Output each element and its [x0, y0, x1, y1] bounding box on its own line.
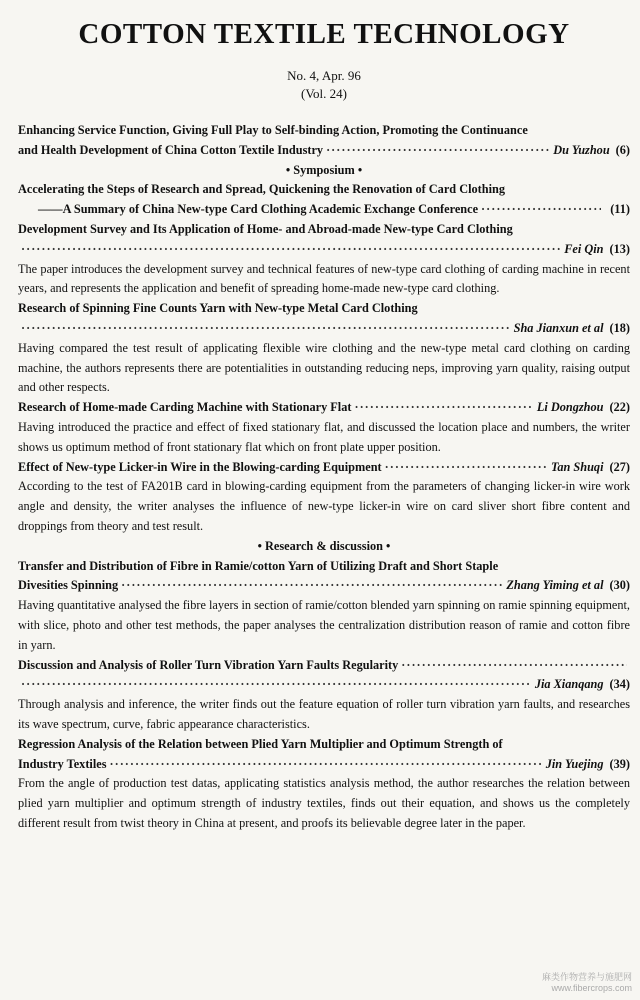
entry-title-line: Accelerating the Steps of Research and Spread, Quickening the Renovation of Card Clothing: [18, 182, 505, 197]
leader-dots: [326, 141, 550, 161]
leader-dots: [21, 240, 561, 260]
entry-author-row: [18, 240, 630, 260]
entry-title: Effect of New-type Licker-in Wire in the Blowing-carding Equipment: [18, 459, 382, 474]
entry-title-line: Regression Analysis of the Relation between Plied Yarn Multiplier and Optimum Strength of: [18, 736, 503, 751]
entry-author: Fei Qin: [564, 241, 604, 256]
entry-author: Li Dongzhou: [536, 400, 604, 415]
leader-dots: [401, 656, 627, 676]
entry-abstract: Through analysis and inference, the writer finds out the feature equation of roller turn vibration yarn faults, and researches its wave spectrum, curve, fabric appearance characteristics.: [18, 697, 630, 731]
site-watermark: [542, 972, 632, 994]
leader-dots: [21, 319, 511, 339]
entry-page: (22): [609, 400, 630, 415]
entry-title: Discussion and Analysis of Roller Turn Vibration Yarn Faults Regularity: [18, 657, 399, 672]
leader-dots: [21, 675, 532, 695]
journal-contents-page: [18, 14, 630, 834]
entry-title-row: [18, 576, 630, 596]
section-heading: • Research & discussion •: [257, 538, 391, 553]
entry-title: Development Survey and Its Application of Home- and Abroad-made New-type Card Clothing: [18, 221, 513, 236]
section-heading: • Symposium •: [285, 162, 363, 177]
entry-author: Zhang Yiming et al: [506, 578, 604, 593]
entry-title-row: [18, 141, 630, 161]
entry-title-line: Transfer and Distribution of Fibre in Ramie/cotton Yarn of Utilizing Draft and Short Staple: [18, 558, 499, 573]
watermark-line: 麻类作物营养与施肥网: [541, 972, 632, 982]
entry-abstract: According to the test of FA201B card in blowing-carding equipment from the parameters of changing licker-in wire work angle and density, the writer analyses the influence of new-type licker-in wire on card sliver short fibre content and droppings from theory and test result.: [18, 479, 630, 533]
entry-author: Du Yuzhou: [553, 142, 610, 157]
entry-page: (11): [610, 202, 630, 217]
entry-abstract: The paper introduces the development survey and technical features of new-type card clothing of carding machine in recent years, and represents the application and benefit of spreading home-made new-type card clothing.: [18, 261, 630, 296]
leader-dots: [354, 398, 533, 418]
entry-page: (34): [609, 677, 630, 692]
entry-title-row: [18, 656, 630, 676]
entry-title-line: Enhancing Service Function, Giving Full Play to Self-binding Action, Promoting the Continuance: [18, 123, 528, 137]
leader-dots: [121, 576, 503, 596]
entry-title-line: and Health Development of China Cotton Textile Industry: [18, 142, 324, 157]
entry-page: (30): [609, 578, 630, 593]
watermark-url: www.fibercrops.com: [551, 983, 632, 993]
entry-author: Jia Xianqang: [534, 677, 604, 692]
entry-author-row: [18, 319, 630, 339]
entry-title-line: Divesities Spinning: [18, 578, 119, 593]
entry-author: Sha Jianxun et al: [513, 320, 604, 335]
leader-dots: [481, 200, 601, 220]
entry-abstract: From the angle of production test datas, applicating statistics analysis method, the author researches the relation between plied yarn multiplier and optimum strength of industry textiles, finds out their equation, and shows us the completely different result from twist theory in China at present, and proofs its believable degree later in the paper.: [18, 776, 630, 830]
entry-abstract: Having introduced the practice and effect of fixed stationary flat, and discussed the location place and numbers, the writer shows us optimum method of front stationary flat which on front plate upper position.: [18, 419, 630, 454]
entry-title-row: [18, 755, 630, 775]
leader-dots: [110, 755, 543, 775]
entry-abstract: Having quantitative analysed the fibre layers in section of ramie/cotton blended yarn spinning on ramie spinning equipment, with slice, photo and other test methods, the paper analyses the centralization distribution reason of ramie and cotton fibre in yarn.: [18, 598, 630, 652]
entry-page: (13): [609, 241, 630, 256]
leader-dots: [385, 458, 548, 478]
entry-author: Jin Yuejing: [545, 756, 604, 771]
entry-title: Research of Home-made Carding Machine with Stationary Flat: [18, 400, 352, 415]
journal-title: COTTON TEXTILE TECHNOLOGY: [78, 18, 570, 50]
entry-page: (6): [615, 142, 630, 157]
entry-author-row: [18, 675, 630, 695]
volume-number: (Vol. 24): [301, 86, 347, 101]
entry-title-row: [18, 458, 630, 478]
issue-number: No. 4, Apr. 96: [287, 68, 361, 83]
entry-title-row: [18, 398, 630, 418]
entry-title: Research of Spinning Fine Counts Yarn with New-type Metal Card Clothing: [18, 301, 418, 316]
entry-title-row: [18, 200, 630, 220]
entry-title-line: ——A Summary of China New-type Card Clothing Academic Exchange Conference: [38, 202, 479, 217]
entry-page: (39): [609, 756, 630, 771]
entry-author: Tan Shuqi: [550, 459, 604, 474]
entry-page: (18): [609, 320, 630, 335]
entry-abstract: Having compared the test result of applicating flexible wire clothing and the new-type metal card clothing on carding machine, the authors represents there are potentialities in outstanding reducing neps, improving yarn quality, raising output and other respects.: [18, 340, 630, 395]
entry-page: (27): [609, 459, 630, 474]
entry-title-line: Industry Textiles: [18, 756, 107, 771]
